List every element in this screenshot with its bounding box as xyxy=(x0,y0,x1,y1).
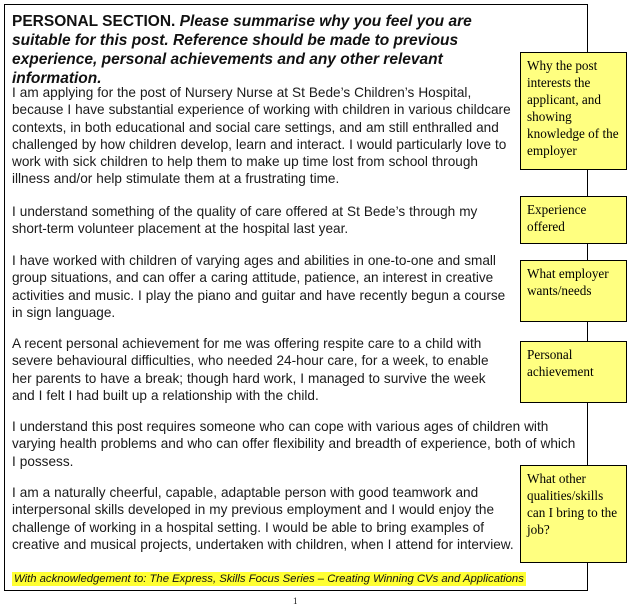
paragraph-requirements: I understand this post requires someone who can cope with various ages of children with varying health problems and who can offer flexibility and breadth of experience, both of which I possess. xyxy=(12,419,576,469)
section-title: PERSONAL SECTION. xyxy=(12,13,176,30)
paragraph-skills: I have worked with children of varying ages and abilities in one-to-one and small group situations, and can offer a caring attitude, patience, an interest in creative activities and music. I play the piano and guitar and have recently begun a course in sign language. xyxy=(12,253,506,320)
page-number: 1 xyxy=(293,596,298,606)
acknowledgement: With acknowledgement to: The Express, Skills Focus Series – Creating Winning CVs and Applications xyxy=(14,573,524,585)
section-instruction: Please summarise why you feel you are suitable for this post. Reference should be made to previous experience, personal achievements and any other relevant information. xyxy=(12,13,472,87)
note-employer-needs: What employer wants/needs xyxy=(520,260,627,322)
paragraph-achievement: A recent personal achievement for me was offering respite care to a child with severe behavioural difficulties, who needed 24-hour care, for a week, to enable her parents to have a break; though hard work, I managed to survive the week and I felt I had built up a relationship with the child. xyxy=(12,336,489,403)
note-interest: Why the post interests the applicant, and showing knowledge of the employer xyxy=(520,52,627,170)
note-personal-achievement: Personal achievement xyxy=(520,341,627,403)
section-heading xyxy=(12,12,532,88)
note-experience: Experience offered xyxy=(520,196,627,244)
note-other-qualities: What other qualities/skills can I bring to the job? xyxy=(520,465,627,563)
paragraph-qualities: I am a naturally cheerful, capable, adaptable person with good teamwork and interpersonal skills developed in my previous employment and I would enjoy the challenge of working in a hospital setting. I would be able to bring examples of creative and musical projects, undertaken with children, when I attend for interview. xyxy=(12,485,514,552)
paragraph-motivation: I am applying for the post of Nursery Nurse at St Bede’s Children’s Hospital, because I have substantial experience of working with children in various childcare contexts, in both educational and social care settings, and am still enthralled and challenged by how children develop, learn and interact. I would particularly love to work with sick children to help them to make up time lost from school through illness and/or help stimulate them at a frustrating time. xyxy=(12,85,511,187)
paragraph-volunteer: I understand something of the quality of care offered at St Bede’s through my short-term volunteer placement at the hospital last year. xyxy=(12,204,478,237)
